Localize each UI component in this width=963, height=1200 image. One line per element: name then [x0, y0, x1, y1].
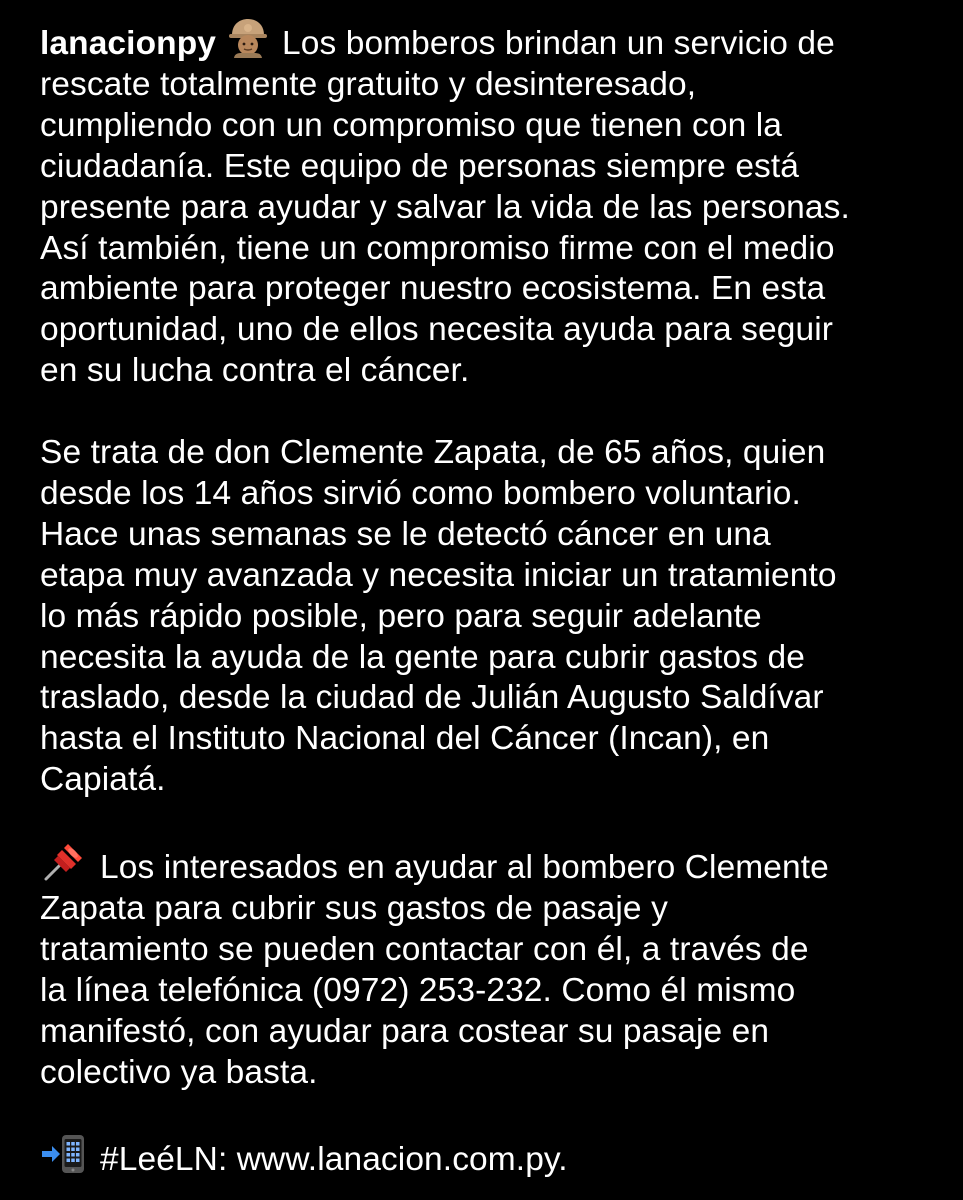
- caption-line: ambiente para proteger nuestro ecosistema. En esta: [40, 270, 826, 308]
- caption-line: desde los 14 años sirvió como bombero voluntario.: [40, 474, 801, 512]
- caption-paragraph-link: [40, 1134, 945, 1181]
- caption-text: Los interesados en ayudar al bombero Clemente: [100, 849, 829, 887]
- mobile-phone-arrow-icon: [40, 1134, 88, 1174]
- firefighter-icon: [226, 18, 270, 58]
- caption-paragraph-intro: [40, 18, 945, 392]
- caption-line: tratamiento se pueden contactar con él, a través de: [40, 930, 809, 968]
- caption-line: presente para ayudar y salvar la vida de las personas.: [40, 188, 850, 226]
- caption-paragraph-story: [40, 433, 945, 801]
- pushpin-icon: [40, 842, 88, 882]
- caption-line: [40, 842, 945, 889]
- caption-text: Los bomberos brindan un servicio de: [282, 25, 835, 62]
- caption-line: cumpliendo con un compromiso que tienen con la: [40, 106, 783, 144]
- caption-line: Capiatá.: [40, 761, 166, 799]
- caption-line: necesita la ayuda de la gente para cubrir gastos de: [40, 638, 805, 676]
- caption-link-text[interactable]: #LeéLN: www.lanacion.com.py.: [100, 1141, 568, 1179]
- caption-line: lo más rápido posible, pero para seguir adelante: [40, 597, 762, 635]
- caption-line: etapa muy avanzada y necesita iniciar un tratamiento: [40, 556, 837, 594]
- caption-line: [40, 18, 945, 65]
- caption-line: Hace unas semanas se le detectó cáncer en una: [40, 515, 771, 553]
- caption-line: Se trata de don Clemente Zapata, de 65 años, quien: [40, 434, 826, 472]
- caption-line: en su lucha contra el cáncer.: [40, 352, 470, 390]
- caption-paragraph-contact: [40, 842, 945, 1093]
- caption-line: traslado, desde la ciudad de Julián Augusto Saldívar: [40, 679, 824, 717]
- caption-line: Así también, tiene un compromiso firme con el medio: [40, 229, 835, 267]
- caption-line: colectivo ya basta.: [40, 1053, 318, 1091]
- caption-line: Zapata para cubrir sus gastos de pasaje y: [40, 890, 668, 927]
- caption-line: ciudadanía. Este equipo de personas siempre está: [40, 147, 800, 185]
- caption-line: hasta el Instituto Nacional del Cáncer (Incan), en: [40, 720, 770, 758]
- post-caption: [40, 18, 945, 1181]
- username-link[interactable]: lanacionpy: [40, 25, 216, 62]
- caption-line: oportunidad, uno de ellos necesita ayuda para seguir: [40, 311, 834, 349]
- caption-line: rescate totalmente gratuito y desinteresado,: [40, 65, 697, 103]
- caption-line: manifestó, con ayudar para costear su pasaje en: [40, 1012, 770, 1050]
- caption-line: la línea telefónica (0972) 253-232. Como él mismo: [40, 971, 796, 1009]
- caption-line: [40, 1134, 945, 1181]
